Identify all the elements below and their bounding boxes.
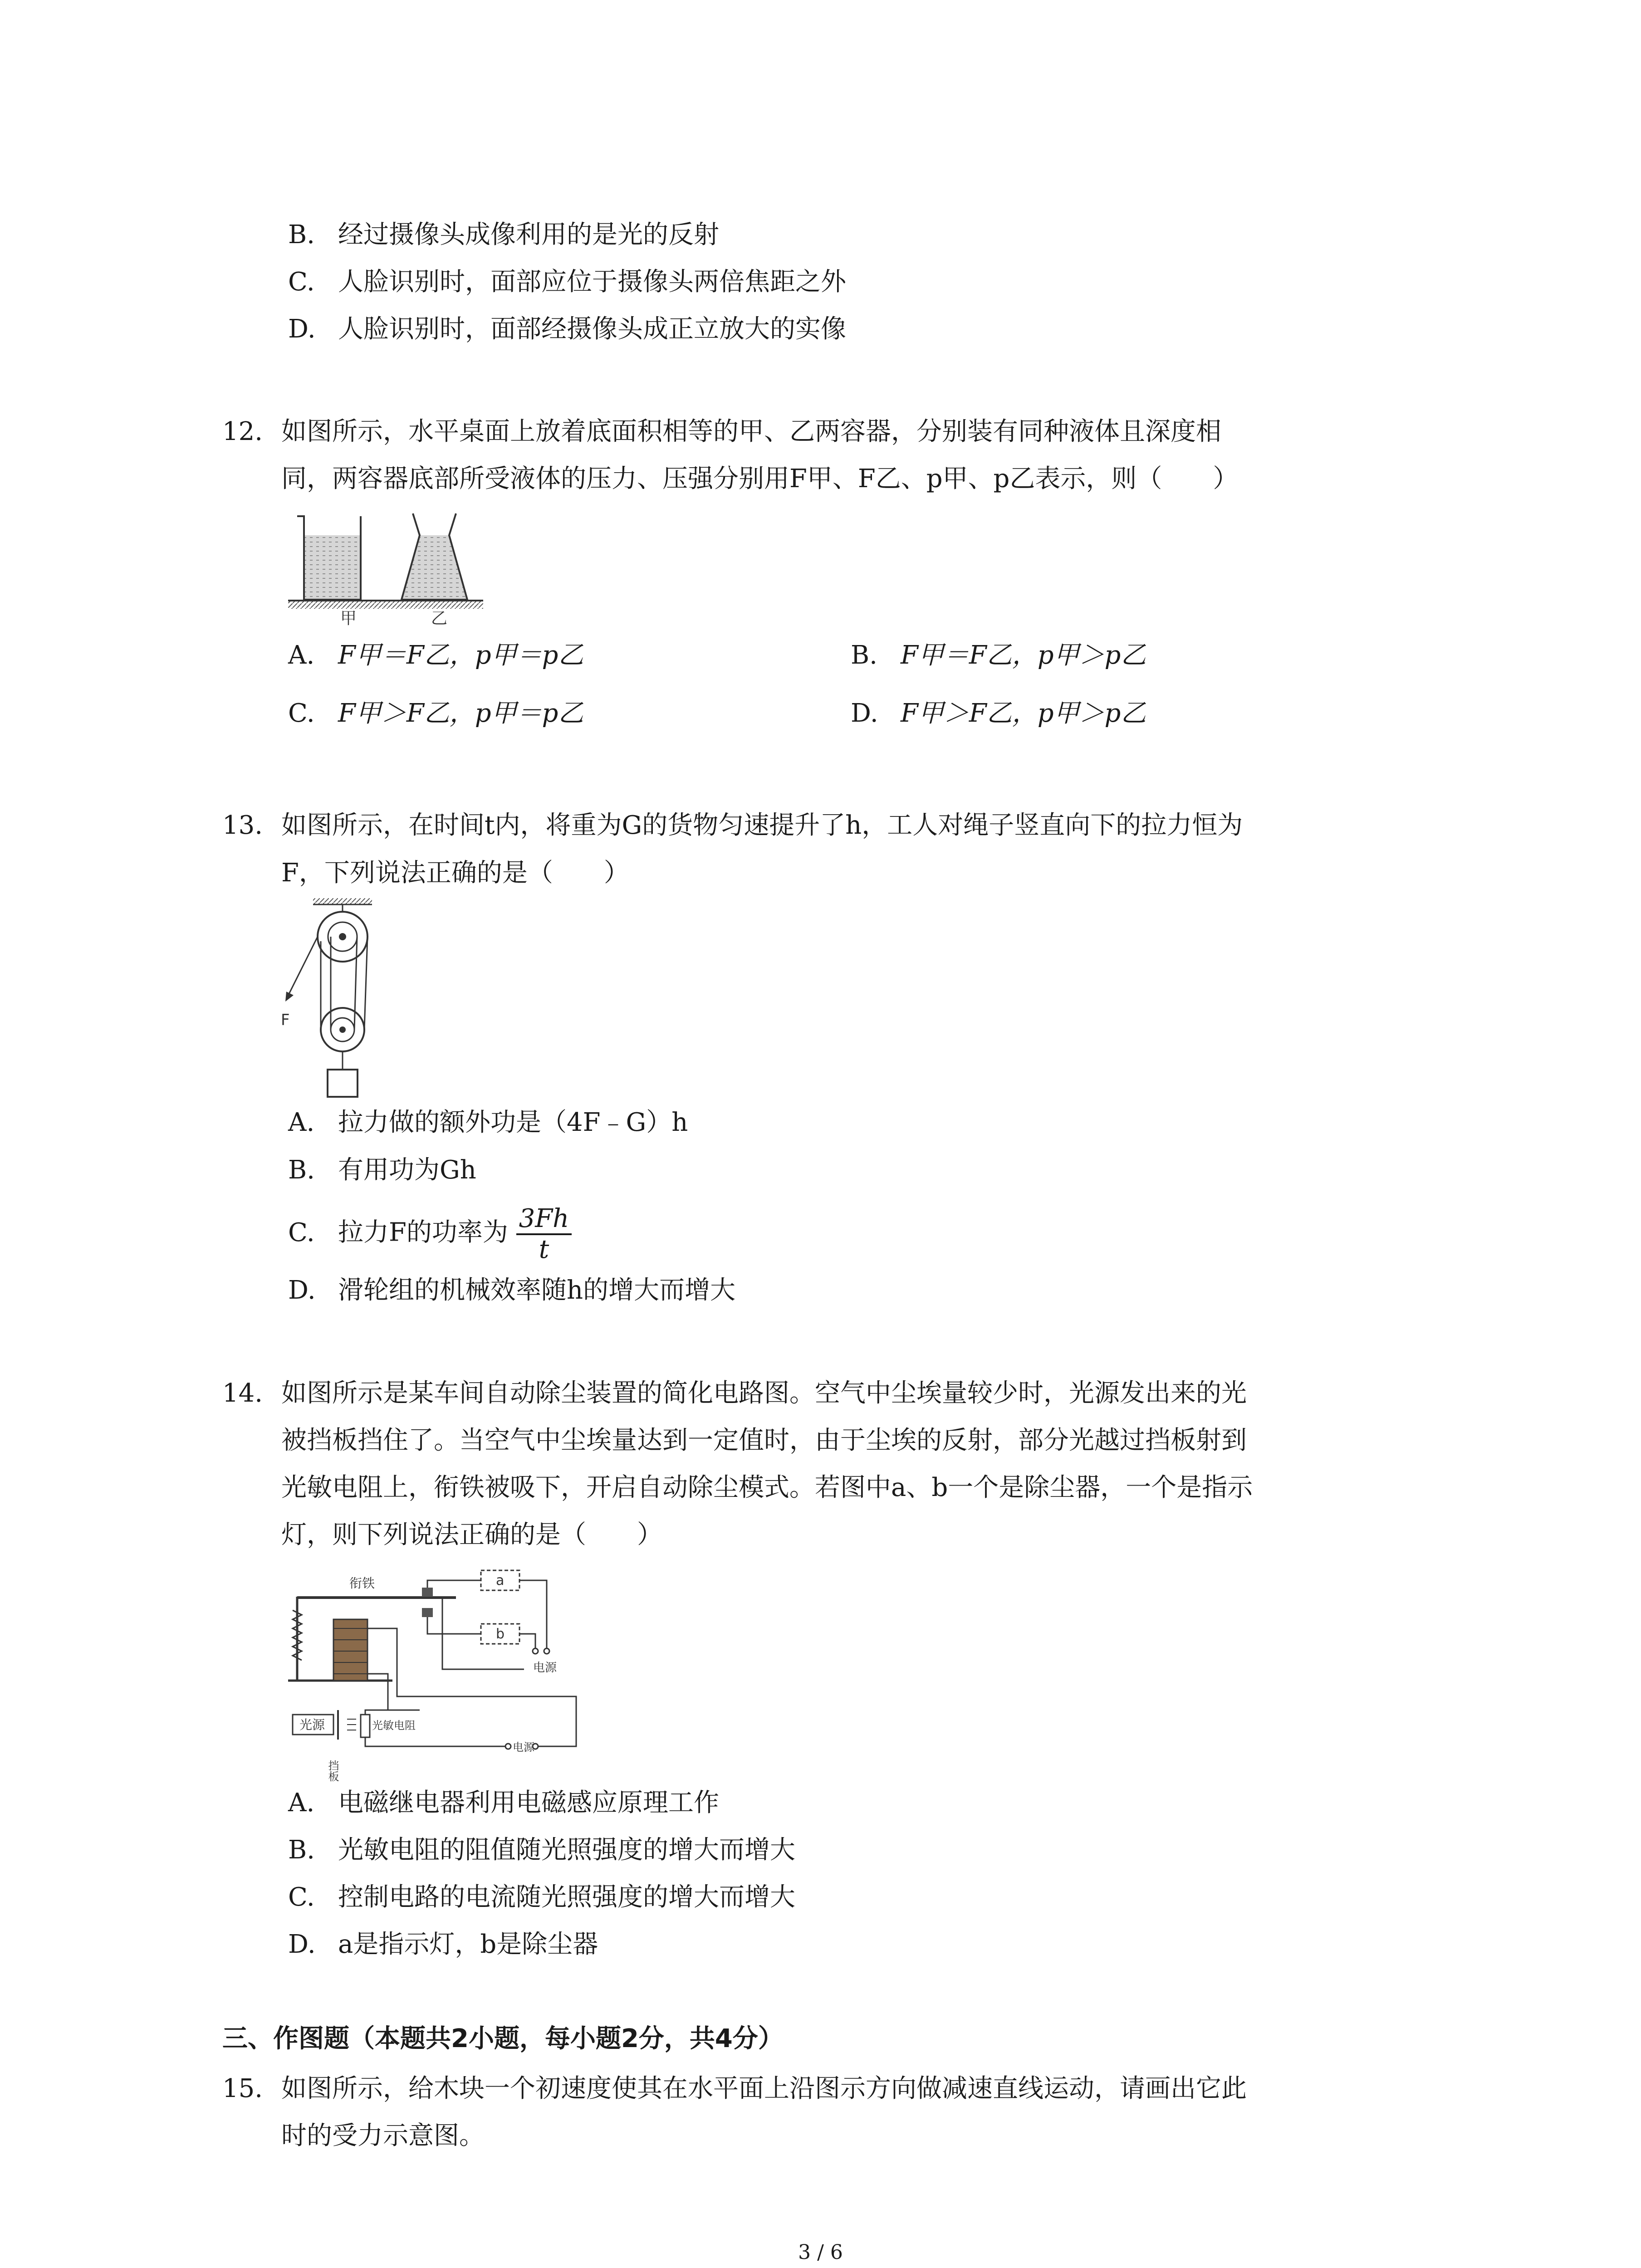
photoresistor-label: 光敏电阻 xyxy=(372,1719,416,1732)
q11-option-d xyxy=(288,313,846,345)
option-text: 滑轮组的机械效率随h的增大而增大 xyxy=(338,1276,736,1305)
fraction-denominator: t xyxy=(539,1235,549,1264)
option-letter: A. xyxy=(288,640,315,670)
q12-option-d xyxy=(851,698,1146,729)
q14-stem-line3: 光敏电阻上，衔铁被吸下，开启自动除尘模式。若图中a、b一个是除尘器，一个是指示 xyxy=(281,1473,1253,1502)
armature-label: 衔铁 xyxy=(349,1576,375,1591)
q12-option-a xyxy=(288,640,583,671)
option-letter: A. xyxy=(288,1788,315,1818)
q14-stem-line2: 被挡板挡住了。当空气中尘埃量达到一定值时，由于尘埃的反射，部分光越过挡板射到 xyxy=(281,1426,1247,1455)
option-letter: C. xyxy=(288,1217,315,1247)
light-source-label: 光源 xyxy=(299,1717,325,1732)
option-letter: B. xyxy=(288,220,315,249)
option-letter: C. xyxy=(288,267,315,297)
option-text: 人脸识别时，面部应位于摄像头两倍焦距之外 xyxy=(338,267,846,297)
q13-stem-line1: 如图所示，在时间t内，将重为G的货物匀速提升了h，工人对绳子竖直向下的拉力恒为 xyxy=(281,811,1243,840)
option-text: 拉力做的额外功是（4F﹣G）h xyxy=(338,1108,688,1137)
option-text: 拉力F的功率为 xyxy=(338,1217,508,1247)
option-text: 人脸识别时，面部经摄像头成正立放大的实像 xyxy=(338,314,846,344)
q14-option-a xyxy=(288,1787,719,1819)
q13-option-d xyxy=(288,1275,735,1306)
q15-stem-line2: 时的受力示意图。 xyxy=(281,2121,485,2151)
device-b-label: b xyxy=(496,1626,505,1642)
option-letter: B. xyxy=(851,640,877,670)
power-source-1-label: 电源 xyxy=(533,1661,557,1675)
option-text: 光敏电阻的阻值随光照强度的增大而增大 xyxy=(338,1835,795,1865)
q11-option-b xyxy=(288,219,719,251)
option-letter: B. xyxy=(288,1155,315,1185)
option-text: 电磁继电器利用电磁感应原理工作 xyxy=(338,1788,719,1818)
q14-stem-line4: 灯，则下列说法正确的是（ ） xyxy=(281,1520,662,1549)
option-letter: C. xyxy=(288,1882,315,1912)
q14-option-b xyxy=(288,1834,795,1866)
fraction-numerator: 3Fh xyxy=(516,1204,572,1235)
option-letter: B. xyxy=(288,1835,315,1865)
question-number: 14. xyxy=(222,1378,263,1408)
force-label-f: F xyxy=(281,1011,290,1029)
q13-option-a xyxy=(288,1107,688,1139)
figure-label-yi: 乙 xyxy=(431,609,448,626)
option-text: a是指示灯，b是除尘器 xyxy=(338,1930,598,1959)
q13-option-b xyxy=(288,1154,476,1186)
option-letter: C. xyxy=(288,699,315,728)
option-letter: D. xyxy=(851,699,878,728)
q12-option-b xyxy=(851,640,1146,671)
q12-stem-line1: 如图所示，水平桌面上放着底面积相等的甲、乙两容器，分别装有同种液体且深度相 xyxy=(281,417,1221,446)
q15-stem-line1: 如图所示，给木块一个初速度使其在水平面上沿图示方向做减速直线运动，请画出它此 xyxy=(281,2074,1247,2103)
q12-option-c xyxy=(288,698,583,729)
option-letter: D. xyxy=(288,314,316,344)
option-letter: D. xyxy=(288,1930,316,1959)
figure-label-jia: 甲 xyxy=(340,609,357,626)
q13-pulley-figure xyxy=(279,898,388,1107)
q14-circuit-figure xyxy=(279,1560,588,1787)
option-text: F甲＞F乙，p甲＝p乙 xyxy=(338,699,584,728)
q13-option-c xyxy=(288,1204,572,1264)
option-text: 有用功为Gh xyxy=(338,1155,476,1185)
q14-option-d xyxy=(288,1929,598,1960)
question-number: 12. xyxy=(222,417,263,446)
q13-stem-line2: F，下列说法正确的是（ ） xyxy=(281,858,629,888)
option-text: 经过摄像头成像利用的是光的反射 xyxy=(338,220,719,249)
option-text: 控制电路的电流随光照强度的增大而增大 xyxy=(338,1882,795,1912)
option-letter: D. xyxy=(288,1276,316,1305)
question-number: 15. xyxy=(222,2074,263,2103)
option-text: F甲＝F乙，p甲＞p乙 xyxy=(901,640,1146,670)
q14-stem-line1: 如图所示是某车间自动除尘装置的简化电路图。空气中尘埃量较少时，光源发出来的光 xyxy=(281,1378,1247,1408)
section-heading: 三、作图题（本题共2小题，每小题2分，共4分） xyxy=(222,2024,784,2053)
question-number: 13. xyxy=(222,811,263,840)
baffle-label: 挡板 xyxy=(326,1760,339,1782)
option-text: F甲＝F乙，p甲＝p乙 xyxy=(338,640,584,670)
option-text: F甲＞F乙，p甲＞p乙 xyxy=(901,699,1146,728)
power-fraction xyxy=(516,1204,572,1264)
q11-option-c xyxy=(288,266,846,298)
q14-option-c xyxy=(288,1882,795,1913)
q12-stem-line2: 同，两容器底部所受液体的压力、压强分别用F甲、F乙、p甲、p乙表示，则（ ） xyxy=(281,464,1239,494)
page-number: 3 / 6 xyxy=(798,2241,843,2264)
option-letter: A. xyxy=(288,1108,315,1137)
device-a-label: a xyxy=(496,1573,505,1589)
q12-containers-figure xyxy=(284,508,492,626)
power-source-2-label: 电源 xyxy=(513,1741,534,1754)
